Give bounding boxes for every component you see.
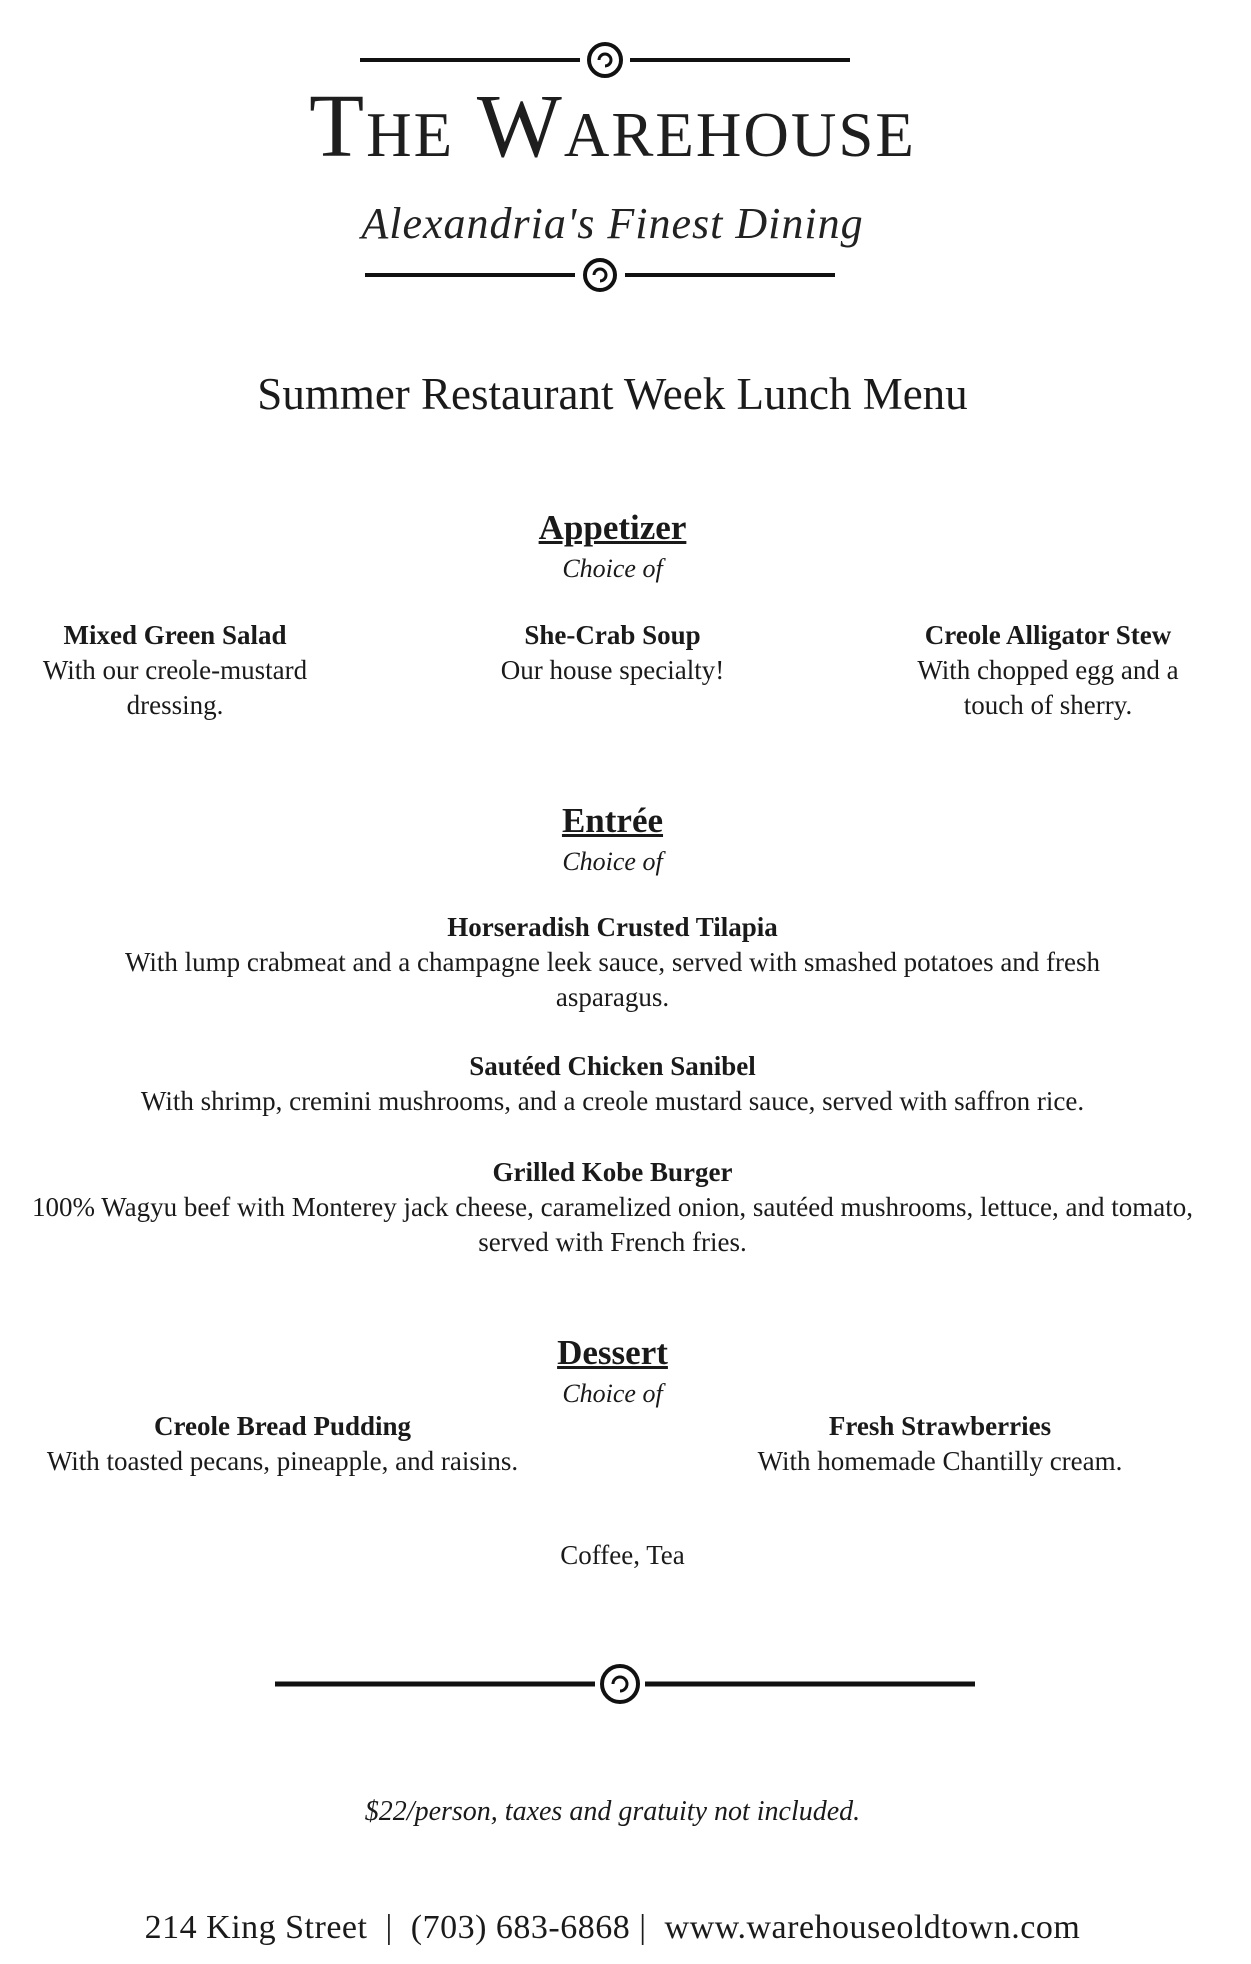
restaurant-name: The Warehouse: [309, 77, 916, 176]
item-name: Fresh Strawberries: [828, 1411, 1052, 1441]
item-description: Our house specialty!: [500, 655, 725, 685]
item-name: Sautéed Chicken Sanibel: [469, 1051, 756, 1081]
tagline-ornament: [365, 257, 835, 293]
appetizer-item: [450, 618, 775, 688]
dessert-item: [720, 1409, 1160, 1479]
item-description: With homemade Chantilly cream.: [757, 1446, 1123, 1476]
footer-contact: 214 King Street | (703) 683-6868 | www.warehouseoldtown.com: [144, 1909, 1081, 1946]
appetizer-item: [888, 618, 1208, 723]
item-description: With lump crabmeat and a champagne leek sauce, served with smashed potatoes and fresh asparagus.: [124, 947, 1101, 1012]
restaurant-tagline: Alexandria's Finest Dining: [361, 199, 864, 248]
entree-item: [0, 1155, 1225, 1260]
item-description: 100% Wagyu beef with Monterey jack cheese, caramelized onion, sautéed mushrooms, lettuce, and tomato, served with French fries.: [32, 1192, 1193, 1257]
item-name: Creole Bread Pudding: [153, 1411, 412, 1441]
section-title-entree: Entrée: [561, 801, 664, 840]
item-name: Mixed Green Salad: [63, 620, 287, 650]
section-title-dessert: Dessert: [557, 1333, 668, 1372]
dessert-item: [10, 1409, 555, 1479]
item-description: With chopped egg and a touch of sherry.: [917, 655, 1179, 720]
drinks-note: Coffee, Tea: [560, 1540, 685, 1570]
item-description: With our creole-mustard dressing.: [42, 655, 308, 720]
section-title-appetizer: Appetizer: [538, 508, 687, 547]
item-name: Horseradish Crusted Tilapia: [447, 912, 778, 942]
item-description: With shrimp, cremini mushrooms, and a creole mustard sauce, served with saffron rice.: [140, 1086, 1085, 1116]
section-subtitle-dessert: Choice of: [562, 1379, 663, 1408]
appetizer-item: [20, 618, 330, 723]
menu-title: Summer Restaurant Week Lunch Menu: [257, 369, 968, 419]
item-name: Creole Alligator Stew: [924, 620, 1172, 650]
item-description: With toasted pecans, pineapple, and raisins.: [46, 1446, 519, 1476]
section-subtitle-appetizer: Choice of: [562, 554, 663, 583]
price-note: $22/person, taxes and gratuity not included.: [364, 1796, 861, 1827]
section-subtitle-entree: Choice of: [562, 847, 663, 876]
entree-item: [0, 1049, 1225, 1119]
item-name: She-Crab Soup: [524, 620, 701, 650]
entree-item: [90, 910, 1135, 1015]
item-name: Grilled Kobe Burger: [492, 1157, 733, 1187]
top-ornament: [360, 40, 850, 80]
bottom-ornament: [275, 1664, 975, 1704]
